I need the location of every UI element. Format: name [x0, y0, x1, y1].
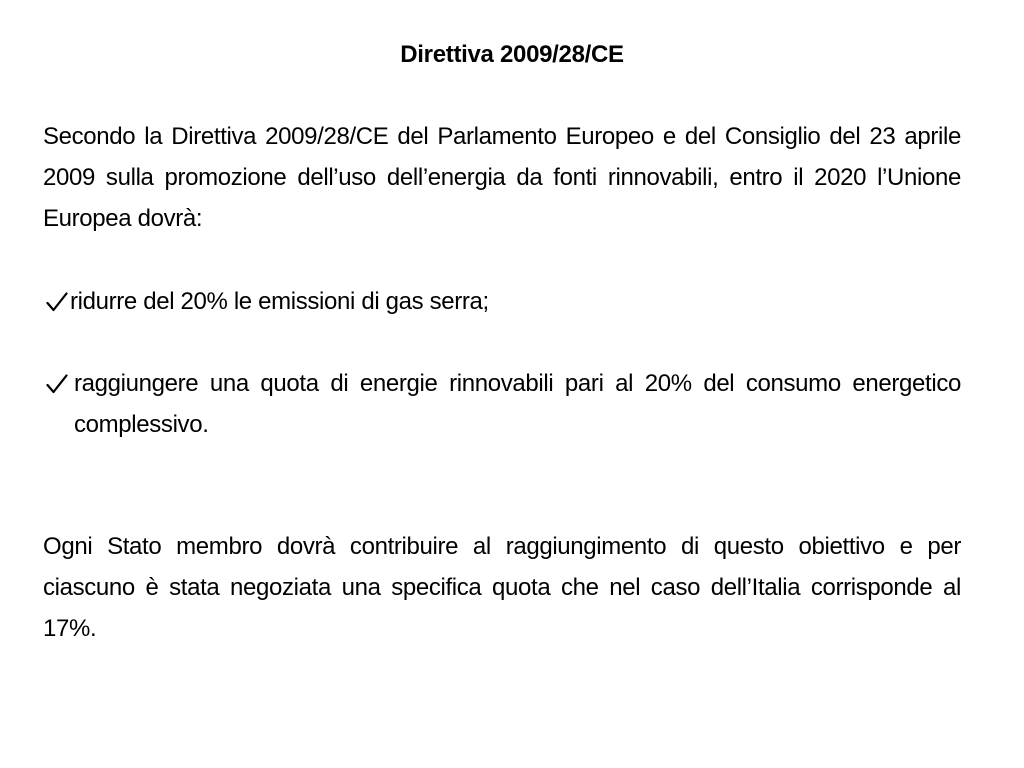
conclusion-paragraph: Ogni Stato membro dovrà contribuire al raggiungimento di questo obiettivo e per ciascuno è stata negoziata una specifica quota che nel caso dell’Italia corrisponde al 17%. [43, 533, 961, 642]
bullet-text: ridurre del 20% le emissioni di gas serra; [70, 288, 489, 315]
bullet-item [43, 363, 961, 445]
checkmark-icon [46, 292, 68, 312]
bullet-text: raggiungere una quota di energie rinnovabili pari al 20% del consumo energetico complessivo. [74, 370, 961, 438]
bullet-item [43, 281, 961, 322]
intro-paragraph: Secondo la Direttiva 2009/28/CE del Parlamento Europeo e del Consiglio del 23 aprile 2009 sulla promozione dell’uso dell’energia da fonti rinnovabili, entro il 2020 l’Unione Europea dovrà: [43, 123, 961, 232]
checkmark-icon [46, 374, 68, 394]
slide-title: Direttiva 2009/28/CE [400, 41, 624, 68]
